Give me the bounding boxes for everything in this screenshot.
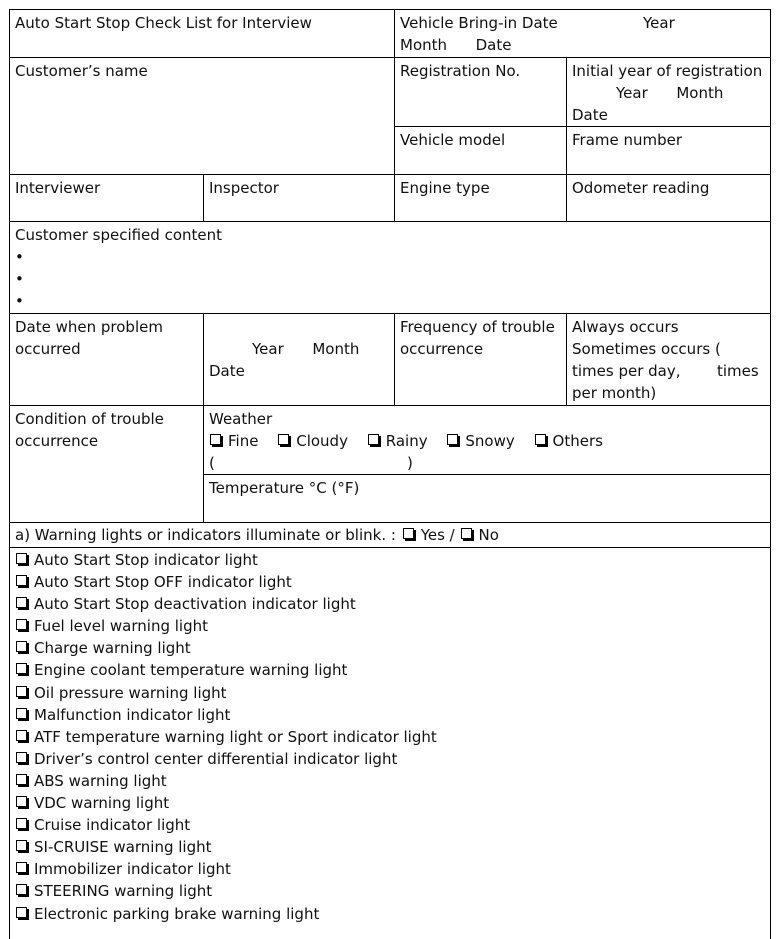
customer-name-label: Customer’s name [15, 62, 148, 80]
weather-option-cloudy[interactable]: Cloudy [277, 430, 348, 452]
list-item[interactable]: Malfunction indicator light [15, 704, 765, 726]
checkbox-icon[interactable] [16, 796, 27, 807]
checkbox-icon[interactable] [16, 708, 27, 719]
frequency-label-2: occurrence [400, 340, 484, 358]
list-item[interactable]: Fuel level warning light [15, 615, 765, 637]
checkbox-icon[interactable] [16, 619, 27, 630]
checkbox-icon[interactable] [16, 553, 27, 564]
registration-no-cell[interactable] [394, 57, 567, 127]
problem-date-label-2: occurred [15, 340, 81, 358]
initial-registration-date: Date [572, 106, 608, 124]
list-item[interactable]: Cruise indicator light [15, 814, 765, 836]
condition-label-2: occurrence [15, 432, 99, 450]
checkbox-icon[interactable] [16, 686, 27, 697]
condition-label-cell [9, 405, 204, 523]
list-item[interactable]: Charge warning light [15, 637, 765, 659]
inspector-label: Inspector [209, 179, 279, 197]
initial-registration-year-month: Year Month [616, 84, 724, 102]
list-item[interactable]: SI-CRUISE warning light [15, 836, 765, 858]
content-bullet: • [15, 248, 24, 266]
weather-label: Weather [209, 410, 273, 428]
form-title: Auto Start Stop Check List for Interview [15, 14, 312, 32]
frequency-always[interactable]: Always occurs [572, 318, 679, 336]
customer-content-cell[interactable] [9, 221, 771, 314]
warning-no-label[interactable]: No [478, 526, 499, 544]
problem-date-label-1: Date when problem [15, 318, 163, 336]
bring-in-year: Year [643, 14, 675, 32]
list-item[interactable]: Engine coolant temperature warning light [15, 659, 765, 681]
customer-content-label: Customer specified content [15, 226, 223, 244]
checkbox-icon[interactable] [16, 663, 27, 674]
odometer-label: Odometer reading [572, 179, 710, 197]
list-item[interactable]: STEERING warning light [15, 880, 765, 902]
frequency-label-1: Frequency of trouble [400, 318, 555, 336]
checkbox-icon[interactable] [16, 597, 27, 608]
problem-date-year-month: Year Month [252, 340, 360, 358]
checkbox-icon[interactable] [16, 818, 27, 829]
list-item[interactable]: Immobilizer indicator light [15, 858, 765, 880]
weather-others-field[interactable] [209, 452, 765, 474]
bring-in-date-label: Vehicle Bring-in Date [400, 14, 558, 32]
problem-date-label-cell [9, 313, 204, 406]
warning-question-cell [9, 522, 771, 548]
temperature-label: Temperature °C (°F) [209, 479, 360, 497]
odometer-cell[interactable] [566, 174, 771, 222]
checkbox-icon[interactable] [16, 907, 27, 918]
weather-cell [203, 405, 771, 475]
checkbox-icon[interactable] [16, 862, 27, 873]
weather-others-close: ) [407, 454, 413, 472]
vehicle-model-label: Vehicle model [400, 131, 506, 149]
engine-type-cell[interactable] [394, 174, 567, 222]
frame-number-label: Frame number [572, 131, 683, 149]
list-item[interactable]: Auto Start Stop indicator light [15, 549, 765, 571]
frequency-per-month: per month) [572, 384, 657, 402]
frequency-per-day: times per day, [572, 362, 681, 380]
interviewer-label: Interviewer [15, 179, 101, 197]
snowy-checkbox[interactable] [447, 434, 458, 445]
warning-question: a) Warning lights or indicators illuminate or blink. : [15, 526, 396, 544]
warning-lights-list [9, 546, 771, 939]
checkbox-icon[interactable] [16, 730, 27, 741]
engine-type-label: Engine type [400, 179, 490, 197]
condition-label-1: Condition of trouble [15, 410, 164, 428]
checkbox-icon[interactable] [16, 575, 27, 586]
initial-registration-label: Initial year of registration [572, 62, 763, 80]
content-bullet: • [15, 292, 24, 310]
cloudy-checkbox[interactable] [278, 434, 289, 445]
weather-option-others[interactable]: Others [534, 430, 603, 452]
interviewer-cell[interactable] [9, 174, 204, 222]
list-item[interactable]: Auto Start Stop OFF indicator light [15, 571, 765, 593]
problem-date-date: Date [209, 362, 245, 380]
frequency-times: times [717, 362, 759, 380]
list-item[interactable]: VDC warning light [15, 792, 765, 814]
checkbox-icon[interactable] [16, 752, 27, 763]
others-checkbox[interactable] [535, 434, 546, 445]
list-item[interactable]: ABS warning light [15, 770, 765, 792]
frequency-label-cell [394, 313, 567, 406]
temperature-cell[interactable] [203, 474, 771, 523]
rainy-checkbox[interactable] [368, 434, 379, 445]
vehicle-model-cell[interactable] [394, 126, 567, 175]
list-item[interactable]: Auto Start Stop deactivation indicator light [15, 593, 765, 615]
customer-name-cell[interactable] [9, 57, 395, 175]
checkbox-icon[interactable] [16, 641, 27, 652]
bring-in-date-cell[interactable] [394, 9, 771, 58]
weather-option-rainy[interactable]: Rainy [367, 430, 428, 452]
weather-option-snowy[interactable]: Snowy [446, 430, 514, 452]
checkbox-icon[interactable] [16, 884, 27, 895]
frame-number-cell[interactable] [566, 126, 771, 175]
fine-checkbox[interactable] [210, 434, 221, 445]
checkbox-icon[interactable] [16, 840, 27, 851]
frequency-sometimes[interactable]: Sometimes occurs ( [572, 340, 721, 358]
initial-registration-cell[interactable] [566, 57, 771, 127]
list-item[interactable]: Driver’s control center differential indicator light [15, 748, 765, 770]
warning-yes-label[interactable]: Yes / [420, 526, 455, 544]
warning-no-checkbox[interactable] [461, 528, 472, 539]
weather-options [209, 430, 765, 452]
registration-no-label: Registration No. [400, 62, 521, 80]
inspector-cell[interactable] [203, 174, 395, 222]
checkbox-icon[interactable] [16, 774, 27, 785]
content-bullet: • [15, 270, 24, 288]
list-item[interactable]: Electronic parking brake warning light [15, 903, 765, 925]
problem-date-cell[interactable] [203, 313, 395, 406]
weather-option-fine[interactable]: Fine [209, 430, 258, 452]
list-item[interactable]: ATF temperature warning light or Sport indicator light [15, 726, 765, 748]
warning-yes-checkbox[interactable] [403, 528, 414, 539]
weather-others-open: ( [209, 454, 215, 472]
bring-in-month-date: Month Date [400, 36, 512, 54]
form-title-cell [9, 9, 395, 58]
list-item[interactable]: Oil pressure warning light [15, 682, 765, 704]
frequency-cell[interactable] [566, 313, 771, 406]
